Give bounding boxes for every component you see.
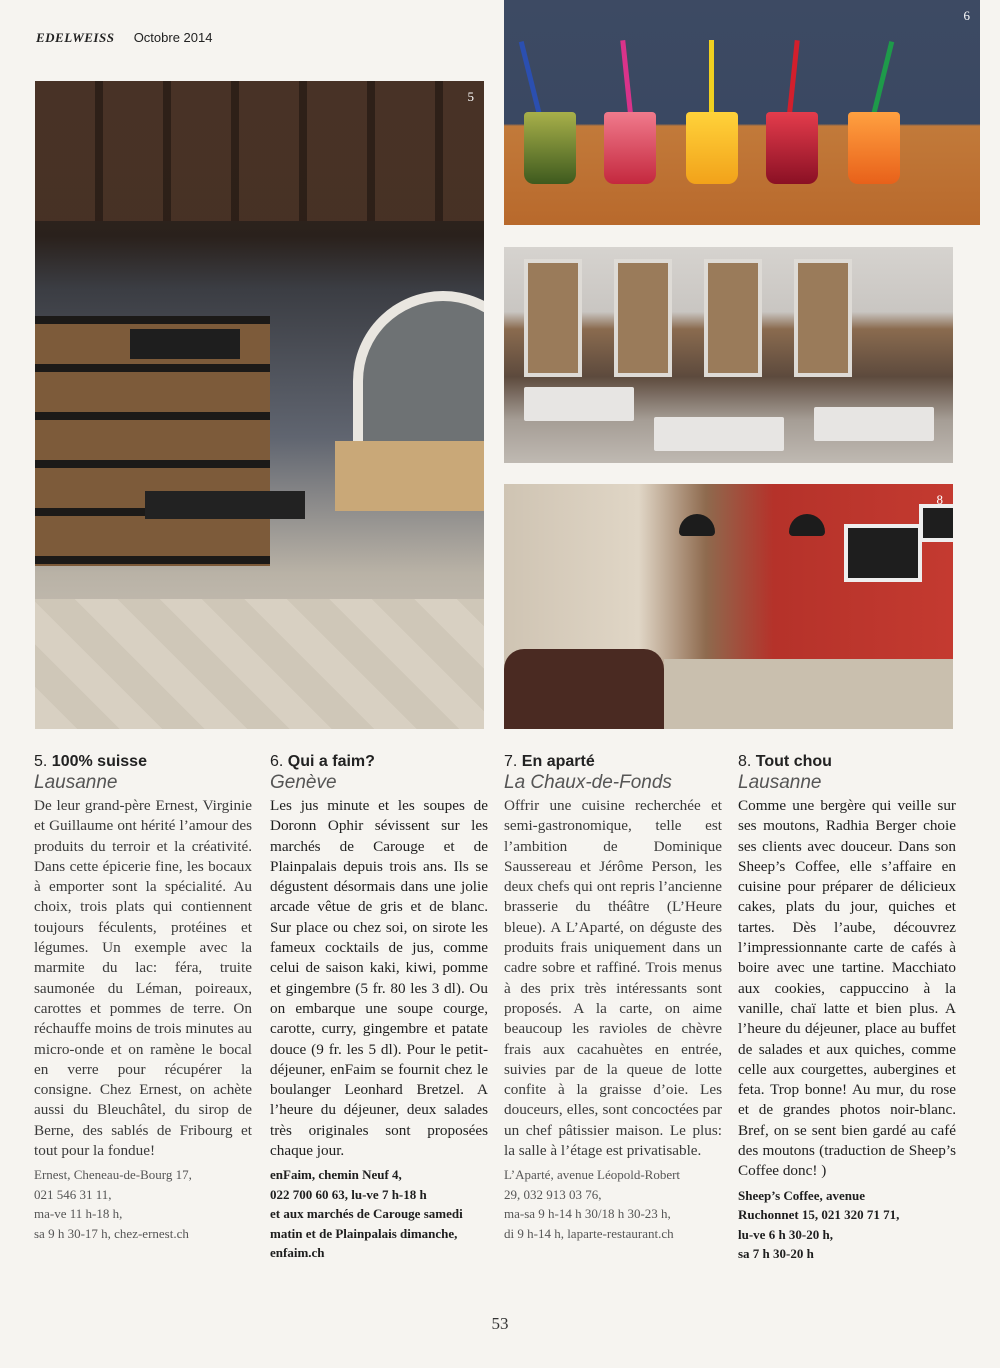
room-window — [794, 259, 852, 377]
article-5 — [34, 752, 252, 1243]
article-city: Lausanne — [34, 772, 118, 793]
address-line: 29, 032 913 03 76, — [504, 1186, 602, 1202]
photo-number: 5 — [467, 89, 474, 104]
article-body: Offrir une cuisine recherchée et semi-gastronomique, telle est l’ambition de Dominique Saussereau et Jérôme Person, les deux chefs qui ont repris l’ancienne brasserie du théâtre (L’Heure bleue). A L’Aparté, on déguste des produits frais uniquement dans un cadre sobre et raffiné. Trois menus à des prix très intéressants sont proposés. A la carte, on aime beaucoup les ravioles de chèvre frais aux cacahuètes en entrée, suivies par de la queue de lotte confite à la graisse d’oie. Les douceurs, elles, sont concoctées par un chef pâtissier maison. Le plus: la salle à l’étage est privatisable. — [504, 797, 722, 1160]
article-title-text: Tout chou — [755, 753, 832, 770]
photo-ernest-shop — [35, 81, 484, 729]
address-line: Ruchonnet 15, 021 320 71 71, — [738, 1207, 900, 1223]
photo-cafe — [504, 484, 953, 729]
address-line: ma-sa 9 h-14 h 30/18 h 30-23 h, — [504, 1206, 671, 1222]
cup-yellow — [686, 112, 738, 184]
address-line: enfaim.ch — [270, 1245, 325, 1261]
photo-number: 6 — [963, 8, 970, 23]
article-address — [34, 1165, 252, 1243]
article-title-text: 100% suisse — [51, 753, 147, 770]
address-line: sa 7 h 30-20 h — [738, 1246, 814, 1262]
address-line: enFaim, chemin Neuf 4, — [270, 1167, 402, 1183]
page-number: 53 — [491, 1314, 509, 1333]
article-6 — [270, 752, 488, 1263]
issue-date: Octobre 2014 — [133, 30, 213, 45]
wall-photo — [919, 504, 953, 542]
pendant-lamp — [679, 514, 715, 536]
article-title-text: En aparté — [521, 753, 595, 770]
room-window — [704, 259, 762, 377]
article-7 — [504, 752, 722, 1243]
room-window — [614, 259, 672, 377]
address-line: Sheep’s Coffee, avenue — [738, 1187, 865, 1203]
article-title — [738, 752, 956, 772]
address-line: di 9 h-14 h, laparte-restaurant.ch — [504, 1225, 674, 1241]
address-line: sa 9 h 30-17 h, chez-ernest.ch — [34, 1225, 189, 1241]
cup-orange — [848, 112, 900, 184]
cup-green — [524, 112, 576, 184]
article-body: Les jus minute et les soupes de Doronn Ophir sévissent sur les marchés de Carouge et de Plainpalais depuis trois ans. Ils se dégustent désormais dans une jolie arcade vêtue de gris et de blanc. Sur place ou chez soi, on sirote les fameux cocktails de jus, comme celui de saison kaki, kiwi, pomme et gingembre (5 fr. 80 les 3 dl). Ou on embarque une soupe courge, carotte, curry, gingembre et patate douce (9 fr. les 5 dl). Pour le petit-déjeuner, enFaim se fournit chez le boulanger Leonhard Bretzel. A l’heure du déjeuner, deux salades très originales sont proposées chaque jour. — [270, 797, 488, 1160]
article-number: 8. — [738, 753, 752, 770]
dining-table — [654, 417, 784, 451]
tiled-floor — [35, 599, 484, 729]
dining-table — [524, 387, 634, 421]
magazine-brand: EDELWEISS — [36, 30, 115, 45]
article-number: 5. — [34, 753, 48, 770]
cup-red — [766, 112, 818, 184]
article-title — [34, 752, 252, 772]
article-number: 6. — [270, 753, 284, 770]
article-address — [270, 1165, 488, 1263]
address-line: et aux marchés de Carouge samedi — [270, 1206, 463, 1222]
article-title — [270, 752, 488, 772]
room-window — [524, 259, 582, 377]
pendant-lamp — [789, 514, 825, 536]
wall-photo — [844, 524, 922, 582]
address-line: Ernest, Cheneau-de-Bourg 17, — [34, 1167, 192, 1183]
article-title-text: Qui a faim? — [287, 753, 375, 770]
address-line: 021 546 31 11, — [34, 1186, 112, 1202]
article-8 — [738, 752, 956, 1264]
address-line: matin et de Plainpalais dimanche, — [270, 1225, 458, 1241]
article-title — [504, 752, 722, 772]
article-address — [738, 1186, 956, 1264]
article-address — [504, 1165, 722, 1243]
cup-pink — [604, 112, 656, 184]
cafe-floor — [664, 659, 953, 729]
article-city: Lausanne — [738, 772, 822, 793]
address-line: lu-ve 6 h 30-20 h, — [738, 1226, 833, 1242]
address-line: ma-ve 11 h-18 h, — [34, 1206, 123, 1222]
wooden-crates — [335, 441, 484, 511]
address-line: 022 700 60 63, lu-ve 7 h-18 h — [270, 1186, 427, 1202]
photo-juices — [504, 0, 980, 225]
article-city: La Chaux-de-Fonds — [504, 772, 672, 793]
article-number: 7. — [504, 753, 518, 770]
photo-number: 8 — [936, 492, 943, 507]
dining-table — [814, 407, 934, 441]
leather-sofa — [504, 649, 664, 729]
article-body: De leur grand-père Ernest, Virginie et Guillaume ont hérité l’amour des produits du terroir et la créativité. Dans cette épicerie fine, les bocaux à emporter sont la spécialité. Au choix, trois plats qui contiennent toujours féculents, protéines et légumes. Un exemple avec la marmite du lac: féra, truite saumonée du Léman, poireaux, carottes et pommes de terre. On réchauffe moins de trois minutes au micro-onde et on ramène le bocal en verre pour récupérer la consigne. Chez Ernest, on achète aussi du Bleuchâtel, du sirop de Berne, des sablés de Fribourg et tout pour la fondue! — [34, 797, 252, 1160]
shop-sign — [130, 329, 240, 359]
shop-table — [145, 491, 305, 519]
photo-dining-room — [504, 247, 953, 463]
page-header — [36, 30, 212, 46]
address-line: L’Aparté, avenue Léopold-Robert — [504, 1167, 681, 1183]
article-body: Comme une bergère qui veille sur ses moutons, Radhia Berger choie ses clients avec douceur. Dans son Sheep’s Coffee, elle s’affaire en cuisine pour préparer de délicieux cakes, plats du jour, quiches et tartes. Dès l’aube, découvrez l’impressionnante carte de cafés à boire avec une tartine. Macchiato aux cookies, cappuccino à la vanille, chaï latte et bien plus. A l’heure du déjeuner, place au buffet de salades et aux quiches, comme celle aux courgettes, aubergines et feta. Trop bonne! Au mur, du rose et de grandes photos noir-blanc. Bref, on se sent bien gardé au café des moutons (traduction de Sheep’s Coffee donc! ) — [738, 797, 956, 1180]
article-city: Genève — [270, 772, 337, 793]
ceiling-beams — [35, 81, 484, 221]
